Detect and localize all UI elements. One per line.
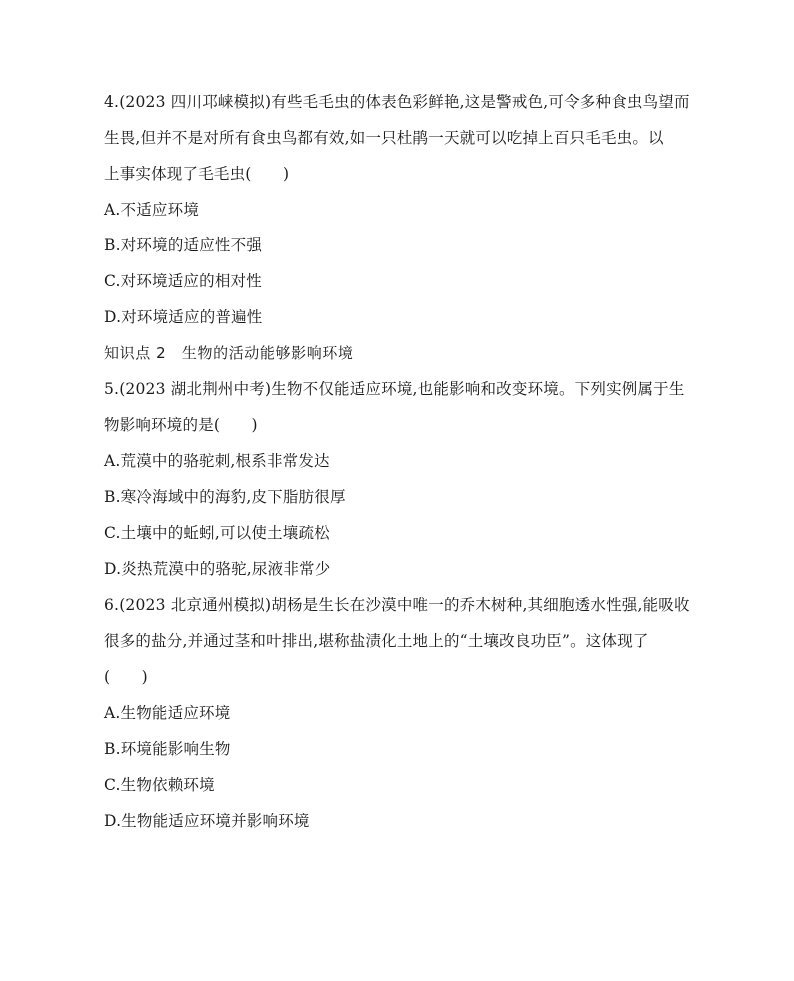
q4-option-c: C.对环境适应的相对性 [104,272,262,290]
q4-option-a: A.不适应环境 [104,201,200,219]
q4-option-b: B.对环境的适应性不强 [104,236,263,254]
section-heading: 知识点 2 生物的活动能够影响环境 [104,344,354,362]
q6-option-c: C.生物依赖环境 [104,776,215,794]
q5-option-a: A.荒漠中的骆驼刺,根系非常发达 [104,452,330,470]
q5-option-b: B.寒冷海域中的海豹,皮下脂肪很厚 [104,488,346,506]
q6-option-b: B.环境能影响生物 [104,740,231,758]
q4-option-d: D.对环境适应的普遍性 [104,308,263,326]
q6-stem-line-3: ( ) [104,668,148,686]
q6-stem-line-1: 6.(2023 北京通州模拟)胡杨是生长在沙漠中唯一的乔木树种,其细胞透水性强,能吸收 [104,596,690,614]
q6-stem-line-2: 很多的盐分,并通过茎和叶排出,堪称盐渍化土地上的“土壤改良功臣”。这体现了 [104,632,649,650]
q6-option-d: D.生物能适应环境并影响环境 [104,812,310,830]
q6-option-a: A.生物能适应环境 [104,704,231,722]
q4-stem-line-1: 4.(2023 四川邛崃模拟)有些毛毛虫的体表色彩鲜艳,这是警戒色,可令多种食虫鸟望而 [104,93,690,111]
q5-option-d: D.炎热荒漠中的骆驼,尿液非常少 [104,560,331,578]
q5-stem-line-1: 5.(2023 湖北荆州中考)生物不仅能适应环境,也能影响和改变环境。下列实例属于生 [104,380,685,398]
q5-option-c: C.土壤中的蚯蚓,可以使土壤疏松 [104,524,330,542]
q5-stem-line-2: 物影响环境的是( ) [104,416,258,434]
q4-stem-line-2: 生畏,但并不是对所有食虫鸟都有效,如一只杜鹃一天就可以吃掉上百只毛毛虫。以 [104,129,664,147]
q4-stem-line-3: 上事实体现了毛毛虫( ) [104,165,290,183]
